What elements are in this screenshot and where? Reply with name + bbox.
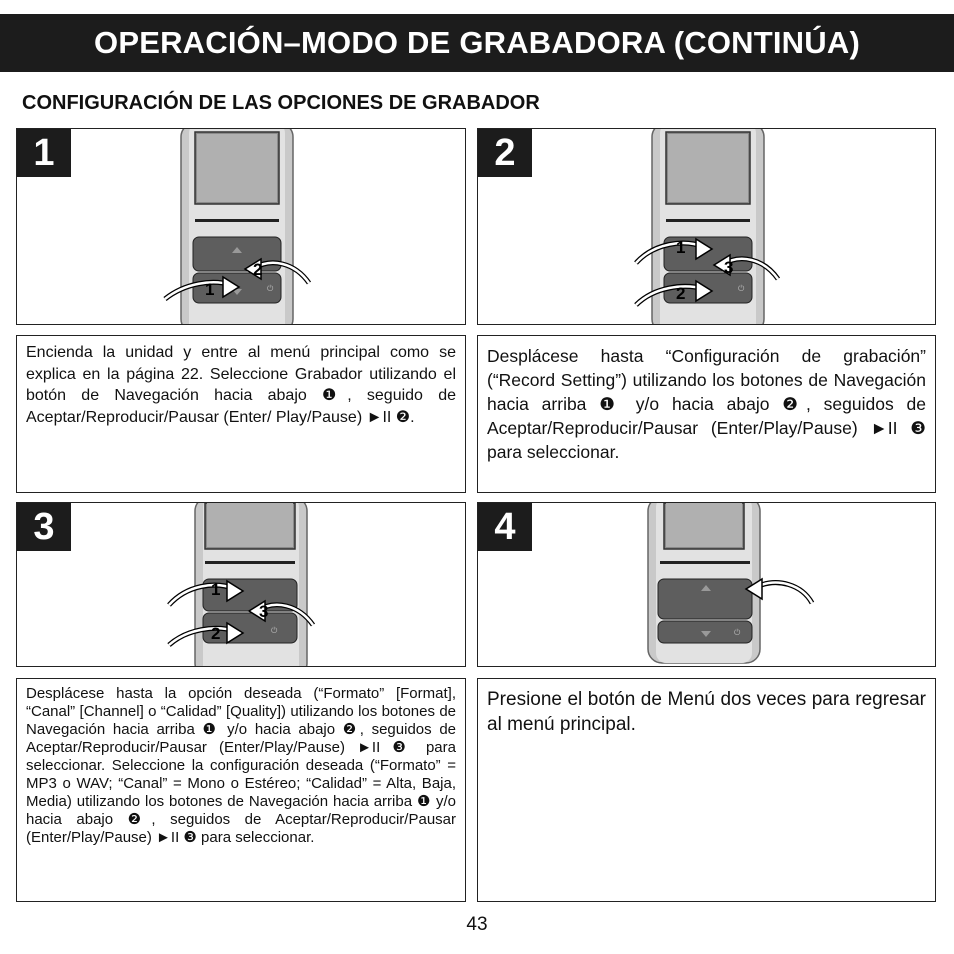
- step-4-instructions: Presione el botón de Menú dos veces para regresar al menú principal.: [487, 689, 926, 735]
- step-2-text-panel: [477, 335, 936, 493]
- step-2-instructions: Desplácese hasta “Configuración de grabación” (“Record Setting”) utilizando los botones de Navegación hacia arriba ❶ y/o hacia abajo ❷, seguidos de Aceptar/Reproducir/Pausar (Enter/Play/Pause) ►II ❸ para seleccionar.: [487, 346, 926, 462]
- step-3-callout-2: 2: [211, 624, 221, 643]
- svg-text:⏻: ⏻: [271, 626, 278, 635]
- page-title-banner: [0, 14, 954, 72]
- step-2-callout-3: 3: [724, 258, 734, 277]
- step-1-device-illustration: [17, 129, 466, 325]
- svg-text:⏻: ⏻: [267, 284, 274, 293]
- section-title: CONFIGURACIÓN DE LAS OPCIONES DE GRABADOR: [22, 92, 540, 114]
- step-1-text-panel: [16, 335, 466, 493]
- step-1-instructions: Encienda la unidad y entre al menú principal como se explica en la página 22. Seleccione Grabador utilizando el botón de Navegación hacia abajo ❶, seguido de Aceptar/Reproducir/Pausar (Enter/ Play/Pause) ►II ❷.: [26, 344, 456, 426]
- page-title: OPERACIÓN–MODO DE GRABADORA (CONTINÚA): [94, 25, 860, 60]
- page-number: 43: [466, 914, 488, 935]
- svg-text:⏻: ⏻: [738, 284, 745, 293]
- step-1-illustration-panel: [16, 128, 466, 325]
- step-2-callout-1: 1: [676, 238, 686, 257]
- step-4-device-illustration: [478, 503, 936, 667]
- step-1-callout-2: 2: [253, 260, 263, 279]
- step-2-number: 2: [478, 129, 532, 177]
- step-3-illustration-panel: [16, 502, 466, 667]
- step-2-illustration-panel: [477, 128, 936, 325]
- step-3-callout-1: 1: [211, 580, 221, 599]
- step-3-text-panel: [16, 678, 466, 902]
- step-3-number: 3: [17, 503, 71, 551]
- step-3-device-illustration: [17, 503, 466, 667]
- step-2-device-illustration: [478, 129, 936, 325]
- step-2-callout-2: 2: [676, 284, 686, 303]
- step-1-number: 1: [17, 129, 71, 177]
- step-4-illustration-panel: [477, 502, 936, 667]
- step-3-instructions: Desplácese hasta la opción deseada (“Formato” [Format], “Canal” [Channel] o “Calidad” [Quality]) utilizando los botones de Navegación hacia arriba ❶ y/o hacia abajo ❷, seguidos de Aceptar/Reproducir/Pausar (Enter/Play/Pause) ►II ❸ para seleccionar. Seleccione la configuración deseada (“Formato” = MP3 o WAV; “Canal” = Mono o Estéreo; “Calidad” = Alta, Baja, Media) utilizando los botones de Navegación hacia arriba ❶ y/o hacia abajo ❷, seguidos de Aceptar/Reproducir/Pausar (Enter/Play/Pause) ►II ❸ para seleccionar.: [26, 685, 456, 846]
- step-4-number: 4: [478, 503, 532, 551]
- step-1-callout-1: 1: [205, 280, 215, 299]
- step-3-callout-3: 3: [259, 602, 269, 621]
- svg-text:⏻: ⏻: [734, 628, 741, 637]
- step-4-text-panel: [477, 678, 936, 902]
